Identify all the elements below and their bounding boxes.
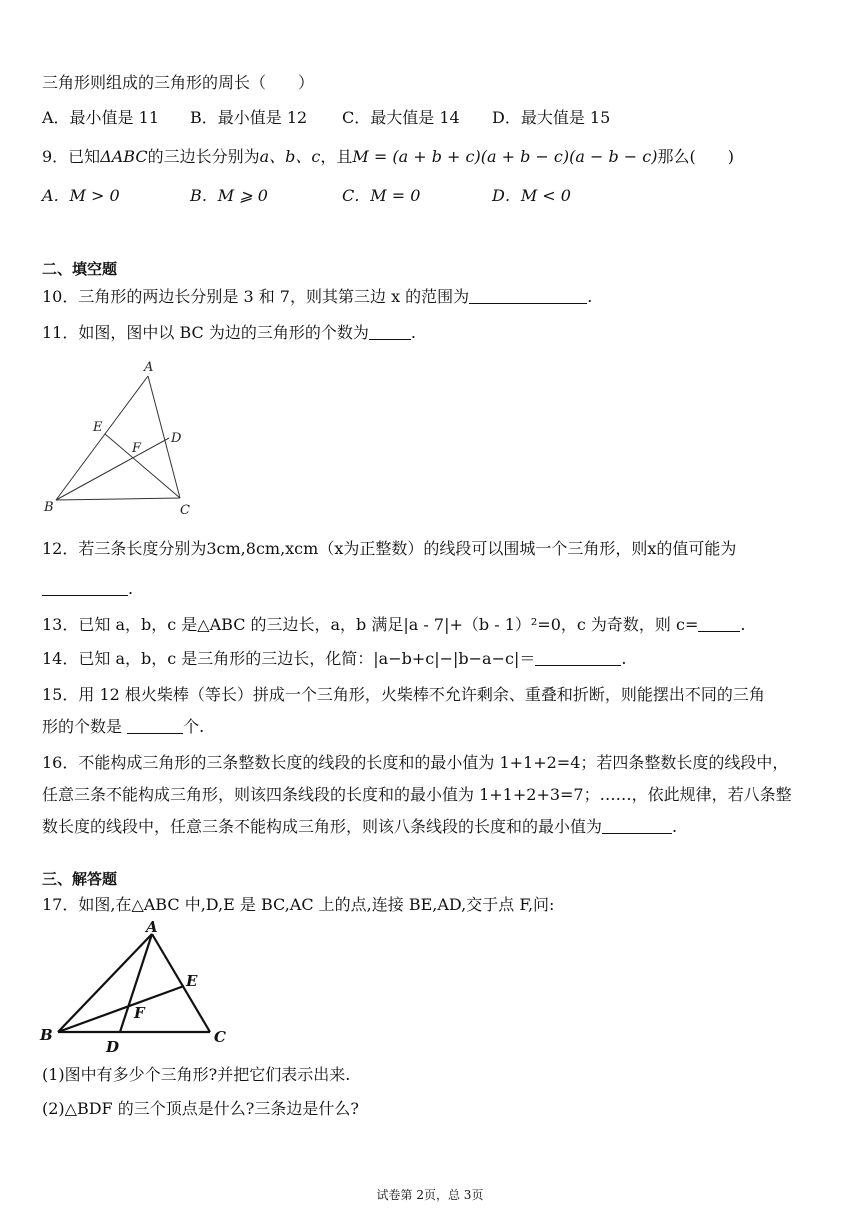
q13-text: 13．已知 a，b，c 是△ABC 的三边长，a，b 满足|a - 7|+（b - 1）²=0，c 为奇数，则 c= . <box>42 615 746 634</box>
q8-option-b: B．最小值是 12 <box>190 108 308 127</box>
label-d: D <box>171 431 182 446</box>
q9-option-d: D．M < 0 <box>492 186 571 205</box>
section-fill-in-heading: 二、填空题 <box>42 260 118 278</box>
answer-blank[interactable] <box>602 817 672 834</box>
q9-option-c: C．M = 0 <box>342 186 421 205</box>
label-b: B <box>44 500 54 515</box>
q9-option-a: A．M > 0 <box>42 186 120 205</box>
q9-option-b: B．M ⩾ 0 <box>190 186 268 205</box>
q8-option-d: D．最大值是 15 <box>492 108 611 127</box>
side-bc <box>56 498 180 500</box>
segment-ce <box>105 434 180 498</box>
label-f: F <box>134 1004 145 1022</box>
side-ab <box>56 376 148 500</box>
label-c: C <box>180 503 190 518</box>
label-c: C <box>214 1028 226 1046</box>
q8-option-a: A．最小值是 11 <box>42 108 160 127</box>
label-e: E <box>186 972 198 990</box>
answer-blank[interactable] <box>127 717 183 734</box>
section-answer-heading: 三、解答题 <box>42 870 118 888</box>
q8-option-c: C．最大值是 14 <box>342 108 460 127</box>
q16-line1: 16．不能构成三角形的三条整数长度的线段的长度和的最小值为 1+1+2=4；若四条整数长度的线段中， <box>42 753 789 772</box>
label-d: D <box>106 1038 120 1056</box>
q15-line1: 15．用 12 根火柴棒（等长）拼成一个三角形，火柴棒不允许剩余、重叠和折断，则能摆出不同的三角 <box>42 685 765 704</box>
q14-text: 14．已知 a，b，c 是三角形的三边长，化简：|a−b+c|−|b−a−c|＝ . <box>42 649 627 668</box>
label-a: A <box>144 360 154 375</box>
q17-sub1: (1)图中有多少个三角形?并把它们表示出来. <box>42 1065 351 1084</box>
triangle-figure-1 <box>40 358 200 518</box>
page-footer: 试卷第 2页，总 3页 <box>376 1188 484 1202</box>
q17-sub2: (2)△BDF 的三个顶点是什么?三条边是什么? <box>42 1099 359 1118</box>
label-a: A <box>146 918 158 936</box>
label-f: F <box>132 441 142 456</box>
q17-text: 17．如图,在△ABC 中,D,E 是 BC,AC 上的点,连接 BE,AD,交于点 F,问: <box>42 895 555 914</box>
q16-line2: 任意三条不能构成三角形，则该四条线段的长度和的最小值为 1+1+2+3=7；……，依此规律，若八条整 <box>42 785 792 804</box>
q11-text: 11．如图，图中以 BC 为边的三角形的个数为 . <box>42 323 416 342</box>
triangle-figure-2 <box>34 918 244 1058</box>
q12-answer: . <box>42 578 133 600</box>
label-e: E <box>93 420 103 435</box>
q16-line3: 数长度的线段中，任意三条不能构成三角形，则该八条线段的长度和的最小值为 . <box>42 817 678 836</box>
segment-be <box>58 986 184 1032</box>
q8-text: 三角形则组成的三角形的周长（ ） <box>42 73 315 92</box>
label-b: B <box>40 1026 53 1044</box>
segment-bd <box>56 438 169 500</box>
q12-text: 12．若三条长度分别为3cm,8cm,xcm（x为正整数）的线段可以围城一个三角形，则x的值可能为 <box>42 539 737 558</box>
q9-text: 9．已知ΔABC的三边长分别为a、b、c，且M = (a + b + c)(a + b − c)(a − b − c)那么( ) <box>42 147 734 166</box>
answer-blank[interactable] <box>42 579 128 596</box>
side-ac <box>152 934 210 1032</box>
answer-blank[interactable] <box>535 649 621 666</box>
q10-text: 10．三角形的两边长分别是 3 和 7，则其第三边 x 的范围为 . <box>42 287 593 306</box>
answer-blank[interactable] <box>469 287 587 304</box>
q15-line2: 形的个数是 个. <box>42 717 205 736</box>
answer-blank[interactable] <box>698 615 740 632</box>
answer-blank[interactable] <box>369 323 411 340</box>
